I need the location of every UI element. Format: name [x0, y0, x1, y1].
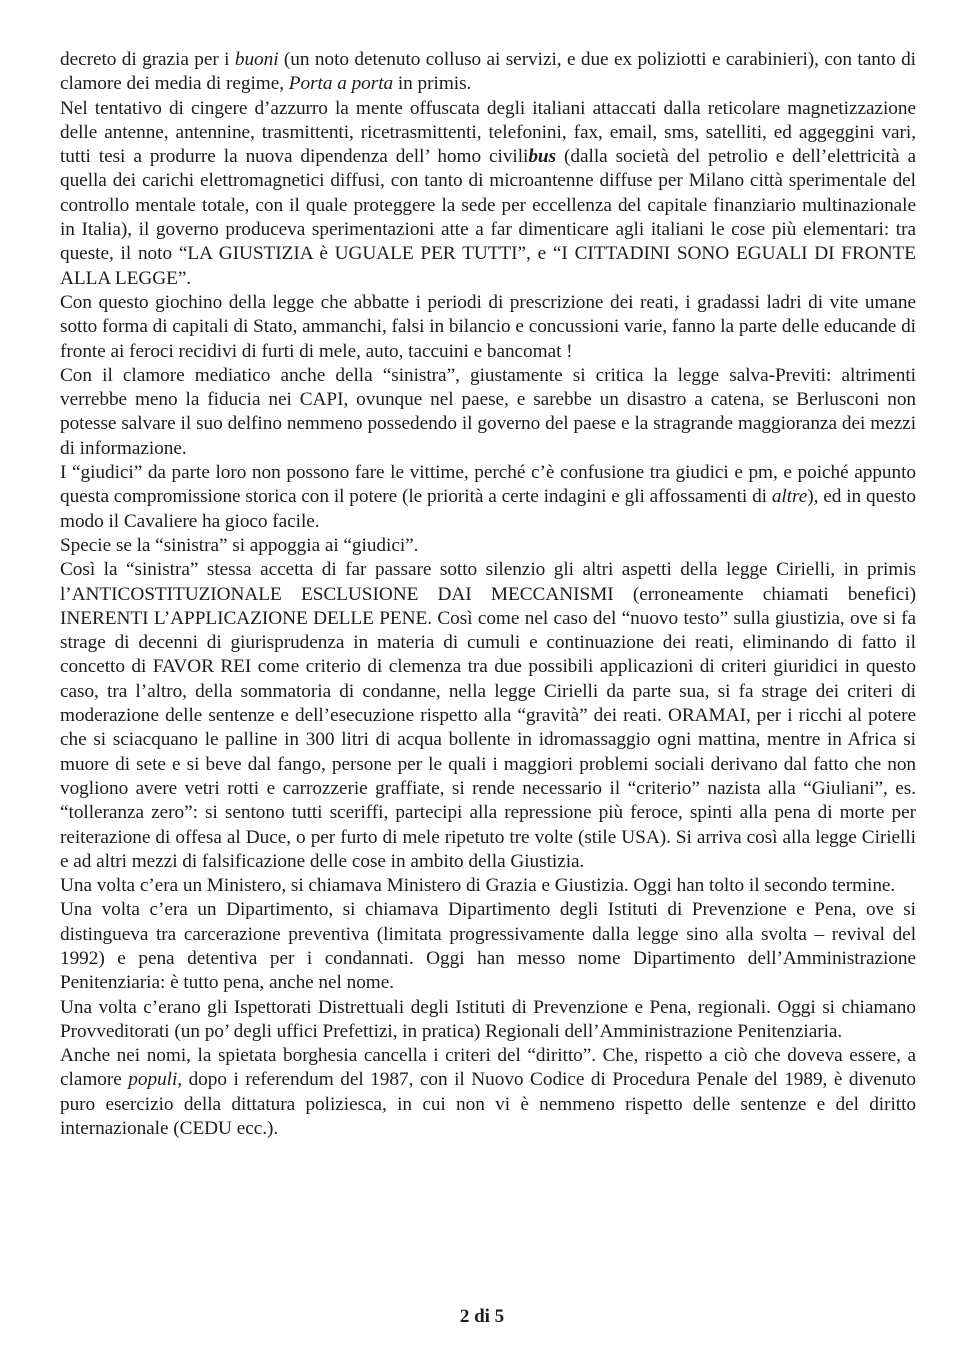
paragraph	[60, 558, 916, 874]
paragraph	[60, 874, 916, 898]
text-run: populi	[128, 1069, 178, 1091]
text-run: Una volta c’erano gli Ispettorati Distrettuali degli Istituti di Prevenzione e Pena, regionali. Oggi si chiamano Provveditorati (un po’ degli uffici Prefettizi, in pratica) Regionali dell’Amministrazione Penitenziaria.	[60, 996, 916, 1042]
paragraph	[60, 534, 916, 558]
text-run: altre	[771, 486, 808, 508]
text-run: ), ed in questo modo il Cavaliere ha gioco facile.	[60, 486, 916, 532]
text-run: Una volta c’era un Dipartimento, si chiamava Dipartimento degli Istituti di Prevenzione e Pena, ove si distingueva tra carcerazione preventiva (limitata progressivamente dalla legge sino alla svolta – revival del 1992) e pena detentiva per i condannati. Oggi han messo nome Dipartimento dell’Amministrazione Penitenziaria: è tutto pena, anche nel nome.	[60, 899, 916, 994]
document-body	[60, 48, 916, 1141]
text-run: Con questo giochino della legge che abbatte i periodi di prescrizione dei reati, i gradassi ladri di vite umane sotto forma di capitali di Stato, ammanchi, falsi in bilancio e concussioni varie, fanno la parte delle educande di fronte ai feroci recidivi di furti di mele, auto, taccuini e bancomat !	[60, 291, 916, 362]
text-run: bus	[528, 146, 557, 168]
text-run: (un noto detenuto colluso ai servizi, e due ex poliziotti e carabinieri), con tanto di clamore dei media di regime,	[60, 49, 916, 95]
page-number: 2 di 5	[459, 1306, 505, 1327]
text-run: Con il clamore mediatico anche della “sinistra”, giustamente si critica la legge salva-Previti: altrimenti verrebbe meno la fiducia nei CAPI, ovunque nel paese, e sarebbe un disastro a catena, se Berlusconi non potesse salvare il suo delfino nemmeno possedendo il governo del paese e la stragrande maggioranza dei mezzi di informazione.	[60, 364, 916, 459]
text-run: (dalla società del petrolio e dell’elettricità a quella dei carichi elettromagnetici diffusi, con tanto di microantenne diffuse per Milano città sperimentale del controllo mentale totale, con il quale proteggere la sede per eccellenza del capitale finanziario multinazionale in Italia), il governo produceva sperimentazioni atte a far dimenticare agli italiani le cose più elementari: tra queste, il noto “LA GIUSTIZIA è UGUALE PER TUTTI”, e “I CITTADINI SONO EGUALI DI FRONTE ALLA LEGGE”.	[60, 146, 916, 289]
paragraph	[60, 898, 916, 995]
text-run: Nel tentativo di cingere d’azzurro la mente offuscata degli italiani attaccati dalla reticolare magnetizzazione delle antenne, antennine, trasmittenti, ricetrasmittenti, telefonini, fax, email, sms, satelliti, ed aggeggini vari, tutti tesi a produrre la nuova dipendenza dell’ homo civili	[60, 97, 916, 168]
text-run: Specie se la “sinistra” si appoggia ai “giudici”.	[60, 534, 419, 556]
paragraph	[60, 97, 916, 291]
text-run: Anche nei nomi, la spietata borghesia cancella i criteri del “diritto”. Che, rispetto a ciò che doveva essere, a clamore	[60, 1045, 916, 1091]
text-run: , dopo i referendum del 1987, con il Nuovo Codice di Procedura Penale del 1989, è divenuto puro esercizio della dittatura poliziesca, in cui non vi è nemmeno rispetto delle sentenze e del diritto internazionale (CEDU ecc.).	[60, 1069, 917, 1140]
text-run: I “giudici” da parte loro non possono fare le vittime, perché c’è confusione tra giudici e pm, e poiché appunto questa compromissione storica con il potere (le priorità a certe indagini e gli affossamenti di	[60, 462, 916, 508]
text-run: buoni	[234, 49, 279, 70]
paragraph	[60, 461, 916, 534]
text-run: decreto di grazia per i	[60, 49, 235, 70]
paragraph	[60, 996, 916, 1045]
paragraph	[60, 48, 916, 97]
paragraph	[60, 291, 916, 364]
text-run: in primis.	[393, 73, 472, 95]
text-run: Porta a porta	[288, 73, 394, 95]
text-run: Una volta c’era un Ministero, si chiamava Ministero di Grazia e Giustizia. Oggi han tolto il secondo termine.	[60, 875, 896, 897]
paragraph	[60, 1044, 916, 1141]
paragraph	[60, 364, 916, 461]
text-run: Così la “sinistra” stessa accetta di far passare sotto silenzio gli altri aspetti della legge Cirielli, in primis l’ANTICOSTITUZIONALE ESCLUSIONE DAI MECCANISMI (erroneamente chiamati benefici) INERENTI L’APPLICAZIONE DELLE PENE. Così come nel caso del “nuovo testo” sulla giustizia, ove si fa strage di decenni di giurisprudenza in materia di cumuli e continuazione dei reati, eliminando di fatto il concetto di FAVOR REI come criterio di clemenza tra due possibili applicazioni di criteri giuridici in questo caso, tra l’altro, della sommatoria di condanne, nella legge Cirielli da parte sua, si fa strage dei criteri di moderazione delle sentenze e dell’esecuzione rispetto alla “gravità” dei reati. ORAMAI, per i ricchi al potere che si sciacquano le palline in 300 litri di acqua bollente in idromassaggio ogni mattina, mentre in Africa si muore di sete e si beve dal fango, persone per le quali i maggiori problemi sociali derivano dal fatto che non vogliono avere vetri rotti e carrozzerie graffiate, si rende necessario il “criterio” nazista alla “Giuliani”, es. “tolleranza zero”: si sentono tutti sceriffi, partecipi alla repressione più feroce, spinti alla pena di morte per reiterazione di offesa al Duce, o per furto di mele ripetuto tre volte (stile USA). Si arriva così alla legge Cirielli e ad altri mezzi di falsificazione delle cose in ambito della Giustizia.	[60, 559, 916, 872]
